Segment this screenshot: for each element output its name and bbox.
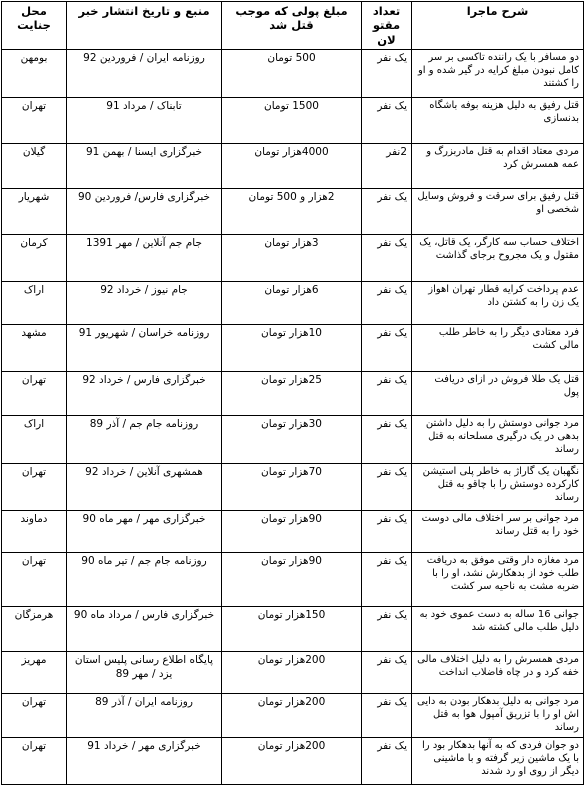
amount-cell: 90هزار تومان (222, 553, 362, 607)
header-source: منبع و تاریخ انتشار خبر (67, 2, 222, 50)
place-cell: تهران (2, 738, 67, 785)
source-cell: خبرگزاری فارس / مرداد ماه 90 (67, 607, 222, 652)
place-cell: تهران (2, 553, 67, 607)
amount-cell: 4000هزار تومان (222, 144, 362, 189)
story-cell: مرد مغازه دار وقتی موفق به دریافت طلب خود از بدهکارش نشد، او را با ضربه مشت به ناحیه سر کشت (412, 553, 584, 607)
table-row (2, 325, 584, 372)
amount-cell: 200هزار تومان (222, 694, 362, 738)
source-cell: روزنامه ایران / آذر 89 (67, 694, 222, 738)
table-row (2, 553, 584, 607)
amount-cell: 25هزار تومان (222, 372, 362, 416)
story-cell: اختلاف حساب سه کارگر، یک قاتل، یک مقتول و یک مجروح برجای گذاشت (412, 235, 584, 282)
story-cell: مرد جوانی دوستش را به دلیل داشتن بدهی در یک درگیری مسلحانه به قتل رساند (412, 416, 584, 464)
count-cell: یک نفر (362, 652, 412, 694)
table-row (2, 652, 584, 694)
table-row (2, 607, 584, 652)
amount-cell: 200هزار تومان (222, 738, 362, 785)
count-cell: یک نفر (362, 50, 412, 98)
source-cell: خبرگزاری فارس/ فروردین 90 (67, 189, 222, 235)
place-cell: اراک (2, 416, 67, 464)
story-cell: دو مسافر با یک راننده تاکسی بر سر کامل نبودن مبلغ کرایه در گیر شده و او را کشتند (412, 50, 584, 98)
table-row (2, 694, 584, 738)
place-cell: گیلان (2, 144, 67, 189)
source-cell: روزنامه خراسان / شهریور 91 (67, 325, 222, 372)
count-cell: یک نفر (362, 511, 412, 553)
table-row (2, 464, 584, 511)
murders-table (1, 1, 584, 785)
amount-cell: 3هزار تومان (222, 235, 362, 282)
story-cell: نگهبان یک گاراژ به خاطر پلی استیشن کارکرده دوستش را با چاقو به قتل رساند (412, 464, 584, 511)
story-cell: قتل رفیق به دلیل هزینه بوفه باشگاه بدنسازی (412, 98, 584, 144)
table-row (2, 372, 584, 416)
table-row (2, 282, 584, 325)
count-cell: یک نفر (362, 607, 412, 652)
amount-cell: 30هزار تومان (222, 416, 362, 464)
source-cell: روزنامه ایران / فروردین 92 (67, 50, 222, 98)
table-row (2, 738, 584, 785)
story-cell: فرد معتادی دیگر را به خاطر طلب مالی کشت (412, 325, 584, 372)
story-cell: مردی همسرش را به دلیل اختلاف مالی خفه کرد و در چاه فاضلاب انداخت (412, 652, 584, 694)
amount-cell: 10هزار تومان (222, 325, 362, 372)
source-cell: خبرگزاری مهر / مهر ماه 90 (67, 511, 222, 553)
story-cell: جوانی 16 ساله به دست عموی خود به دلیل طلب مالی کشته شد (412, 607, 584, 652)
place-cell: دماوند (2, 511, 67, 553)
place-cell: مهریز (2, 652, 67, 694)
source-cell: خبرگزاری ایسنا / بهمن 91 (67, 144, 222, 189)
amount-cell: 500 تومان (222, 50, 362, 98)
header-place: محل جنایت (2, 2, 67, 50)
table-row (2, 50, 584, 98)
table-row (2, 98, 584, 144)
place-cell: تهران (2, 372, 67, 416)
header-count: تعداد مقتو لان (362, 2, 412, 50)
source-cell: روزنامه جام جم / آذر 89 (67, 416, 222, 464)
source-cell: خبرگزاری مهر / خرداد 91 (67, 738, 222, 785)
table-row (2, 416, 584, 464)
header-row (2, 2, 584, 50)
amount-cell: 70هزار تومان (222, 464, 362, 511)
source-cell: جام نیوز / خرداد 92 (67, 282, 222, 325)
place-cell: هرمزگان (2, 607, 67, 652)
amount-cell: 90هزار تومان (222, 511, 362, 553)
place-cell: شهریار (2, 189, 67, 235)
table-row (2, 144, 584, 189)
table-row (2, 235, 584, 282)
count-cell: یک نفر (362, 189, 412, 235)
story-cell: قتل رفیق برای سرقت و فروش وسایل شخصی او (412, 189, 584, 235)
table-row (2, 511, 584, 553)
amount-cell: 1500 تومان (222, 98, 362, 144)
count-cell: یک نفر (362, 694, 412, 738)
count-cell: یک نفر (362, 282, 412, 325)
story-cell: مردی معتاد اقدام به قتل مادربزرگ و عمه همسرش کرد (412, 144, 584, 189)
place-cell: تهران (2, 464, 67, 511)
source-cell: جام جم آنلاین / مهر 1391 (67, 235, 222, 282)
amount-cell: 2هزار و 500 تومان (222, 189, 362, 235)
count-cell: یک نفر (362, 738, 412, 785)
source-cell: روزنامه جام جم / تیر ماه 90 (67, 553, 222, 607)
story-cell: عدم پرداخت کرایه قطار تهران اهواز یک زن را به کشتن داد (412, 282, 584, 325)
story-cell: مرد جوانی بر سر اختلاف مالی دوست خود را به قتل رساند (412, 511, 584, 553)
source-cell: تابناک / مرداد 91 (67, 98, 222, 144)
count-cell: یک نفر (362, 416, 412, 464)
count-cell: یک نفر (362, 235, 412, 282)
header-story: شرح ماجرا (412, 2, 584, 50)
source-cell: همشهری آنلاین / خرداد 92 (67, 464, 222, 511)
place-cell: اراک (2, 282, 67, 325)
amount-cell: 150هزار تومان (222, 607, 362, 652)
place-cell: تهران (2, 98, 67, 144)
table-row (2, 189, 584, 235)
story-cell: مرد جوانی به دلیل بدهکار بودن به دایی اش او را با تزریق آمپول هوا به قتل رساند (412, 694, 584, 738)
count-cell: یک نفر (362, 98, 412, 144)
place-cell: کرمان (2, 235, 67, 282)
header-amount: مبلغ پولی که موجب قتل شد (222, 2, 362, 50)
count-cell: یک نفر (362, 553, 412, 607)
story-cell: دو جوان فردی که به آنها بدهکار بود را با یک ماشین زیر گرفته و با ماشینی دیگر از روی او رد شدند (412, 738, 584, 785)
amount-cell: 6هزار تومان (222, 282, 362, 325)
table-body (2, 50, 584, 785)
source-cell: خبرگزاری فارس / خرداد 92 (67, 372, 222, 416)
count-cell: یک نفر (362, 325, 412, 372)
place-cell: تهران (2, 694, 67, 738)
count-cell: یک نفر (362, 372, 412, 416)
count-cell: یک نفر (362, 464, 412, 511)
source-cell: پایگاه اطلاع رسانی پلیس استان یزد / مهر 89 (67, 652, 222, 694)
story-cell: قتل یک طلا فروش در ازای دریافت پول (412, 372, 584, 416)
place-cell: بومهن (2, 50, 67, 98)
place-cell: مشهد (2, 325, 67, 372)
count-cell: 2نفر (362, 144, 412, 189)
amount-cell: 200هزار تومان (222, 652, 362, 694)
